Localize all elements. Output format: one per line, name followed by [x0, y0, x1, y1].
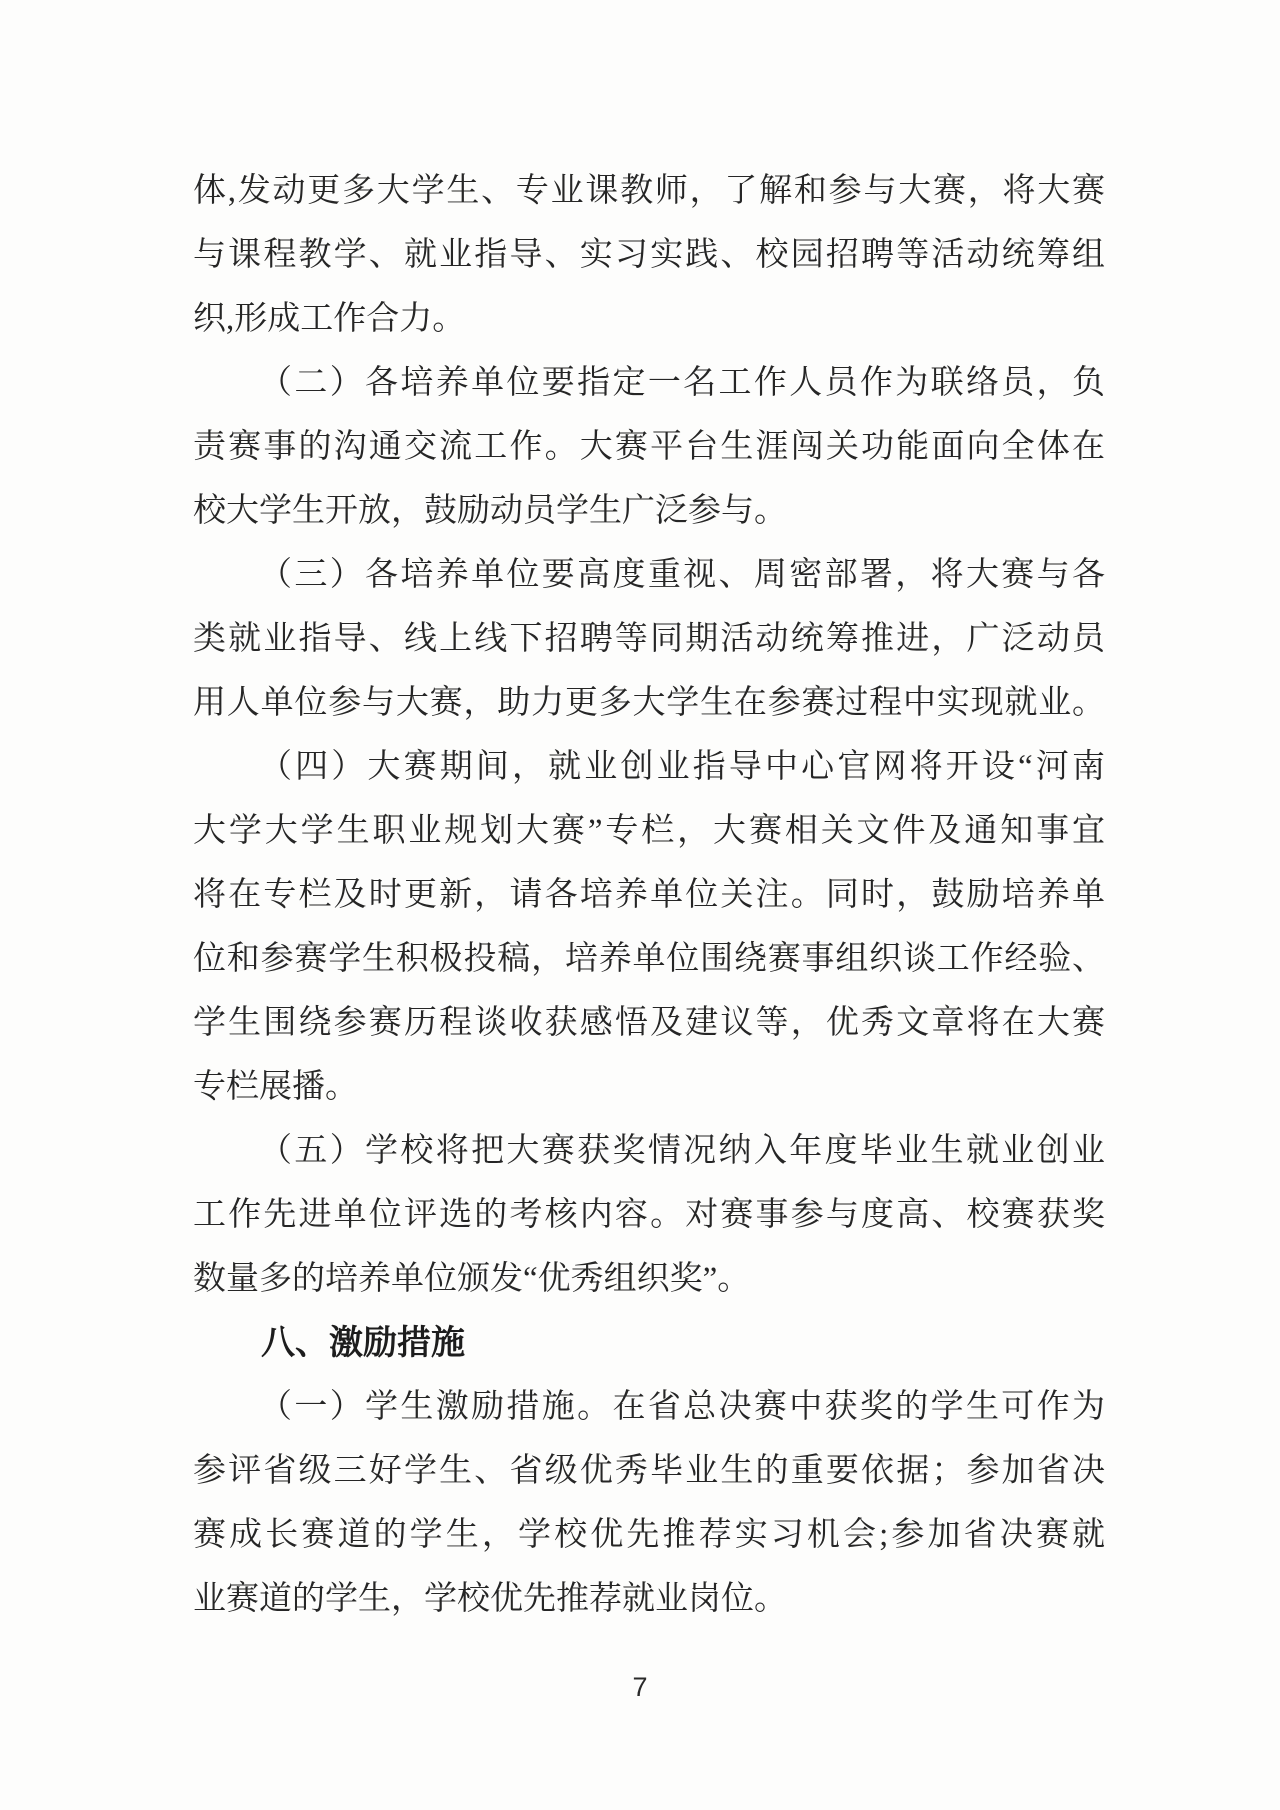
text-line: 校大学生开放，鼓励动员学生广泛参与。 [193, 493, 787, 529]
text-line: （二）各培养单位要指定一名工作人员作为联络员，负 [259, 365, 1105, 401]
text-line: （三）各培养单位要高度重视、周密部署，将大赛与各 [259, 557, 1105, 593]
text-line: （一）学生激励措施。在省总决赛中获奖的学生可作为 [259, 1389, 1105, 1425]
text-line: 位和参赛学生积极投稿，培养单位围绕赛事组织谈工作经验、 [193, 941, 1105, 977]
text-line: 责赛事的沟通交流工作。大赛平台生涯闯关功能面向全体在 [193, 429, 1105, 465]
page-number: 7 [632, 1672, 648, 1702]
text-line: 将在专栏及时更新，请各培养单位关注。同时，鼓励培养单 [193, 877, 1105, 913]
text-line: 专栏展播。 [193, 1069, 358, 1105]
text-line: 大学大学生职业规划大赛”专栏，大赛相关文件及通知事宜 [193, 813, 1105, 849]
text-line: 用人单位参与大赛，助力更多大学生在参赛过程中实现就业。 [193, 685, 1105, 721]
section-heading: 八、激励措施 [261, 1324, 465, 1362]
text-line: 参评省级三好学生、省级优秀毕业生的重要依据；参加省决 [193, 1453, 1105, 1489]
text-line: 学生围绕参赛历程谈收获感悟及建议等，优秀文章将在大赛 [193, 1005, 1105, 1041]
text-line: 与课程教学、就业指导、实习实践、校园招聘等活动统筹组 [193, 237, 1105, 273]
text-line: （五）学校将把大赛获奖情况纳入年度毕业生就业创业 [259, 1133, 1105, 1169]
text-line: （四）大赛期间，就业创业指导中心官网将开设“河南 [259, 749, 1105, 785]
text-line: 赛成长赛道的学生，学校优先推荐实习机会;参加省决赛就 [193, 1517, 1105, 1553]
text-line: 业赛道的学生，学校优先推荐就业岗位。 [193, 1581, 787, 1617]
text-line: 工作先进单位评选的考核内容。对赛事参与度高、校赛获奖 [193, 1197, 1105, 1233]
text-line: 类就业指导、线上线下招聘等同期活动统筹推进，广泛动员 [193, 621, 1105, 657]
text-line: 体,发动更多大学生、专业课教师，了解和参与大赛，将大赛 [193, 173, 1105, 209]
document-body [193, 159, 1105, 1631]
text-line: 数量多的培养单位颁发“优秀组织奖”。 [193, 1261, 751, 1297]
text-line: 织,形成工作合力。 [193, 301, 466, 337]
